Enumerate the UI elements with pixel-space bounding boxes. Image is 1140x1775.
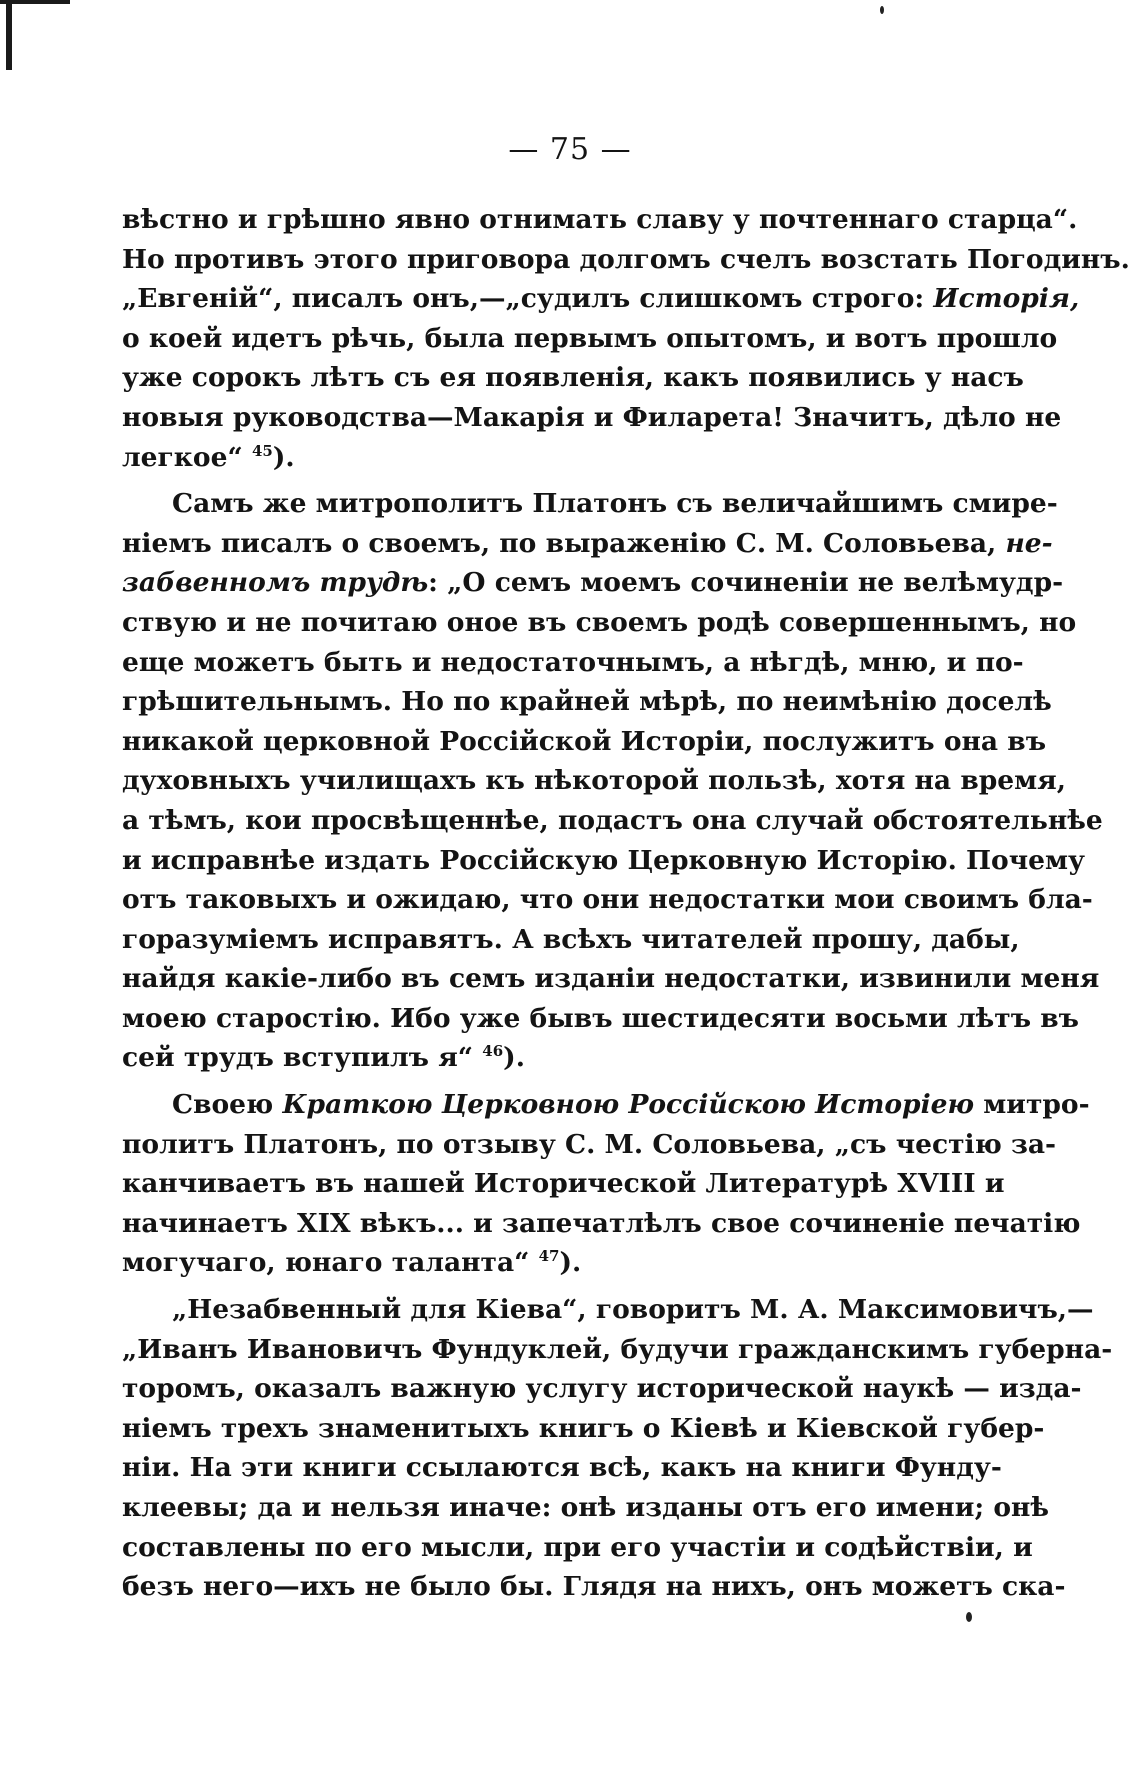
- text-line: [122, 1448, 1002, 1488]
- scan-edge-mark: [6, 0, 12, 70]
- paragraph-gap: [122, 477, 954, 484]
- line-text: составлены по его мысли, при его участіи и содѣйствіи, и: [122, 1531, 1033, 1563]
- line-text: грѣшительнымъ. Но по крайней мѣрѣ, по неимѣнію доселѣ: [122, 686, 1052, 718]
- line-text: горазуміемъ исправятъ. А всѣхъ читателей прошу, дабы,: [122, 923, 1020, 955]
- line-text: ніемъ трехъ знаменитыхъ книгъ о Кіевѣ и Кіевской губер-: [122, 1412, 1045, 1444]
- text-line: [122, 1409, 1045, 1449]
- line-text: еще можетъ быть и недостаточнымъ, а нѣгдѣ, мню, и по-: [122, 646, 1024, 678]
- text-line: [122, 240, 1130, 280]
- text-line: [122, 801, 1103, 841]
- paragraph-gap: [122, 1283, 954, 1290]
- text-line: [122, 1290, 1094, 1330]
- line-text-tail: митро-: [974, 1089, 1090, 1121]
- text-line: [122, 920, 1020, 960]
- italic-text: не-: [1005, 527, 1053, 559]
- text-line: [122, 1125, 1057, 1165]
- paragraph: [122, 1085, 1090, 1283]
- text-line: [122, 319, 1058, 359]
- text-line: [122, 1488, 1050, 1528]
- line-text: „Незабвенный для Кіева“, говоритъ М. А. Максимовичъ,—: [172, 1294, 1094, 1326]
- paragraph: [122, 1290, 1113, 1607]
- text-line: [122, 1330, 1113, 1370]
- text-line: [122, 999, 1079, 1039]
- line-text: о коей идетъ рѣчь, была первымъ опытомъ, и вотъ прошло: [122, 322, 1058, 354]
- page-number: — 75 —: [508, 132, 632, 167]
- text-line: [122, 841, 1085, 881]
- paragraph: [122, 200, 1130, 477]
- text-line: [122, 959, 1100, 999]
- line-text: „Иванъ Ивановичъ Фундуклей, будучи гражданскимъ губерна-: [122, 1333, 1113, 1365]
- text-line: [122, 1085, 1090, 1125]
- line-text: новыя руководства—Макарія и Филарета! Значитъ, дѣло не: [122, 401, 1062, 433]
- line-text: духовныхъ училищахъ къ нѣкоторой пользѣ, хотя на время,: [122, 765, 1066, 797]
- italic-text: забвенномъ трудѣ: [122, 567, 429, 599]
- line-text: уже сорокъ лѣтъ съ ея появленія, какъ появились у насъ: [122, 362, 1024, 394]
- scan-speck: [966, 1612, 972, 1622]
- line-text: а тѣмъ, кои просвѣщеннѣе, подастъ она случай обстоятельнѣе: [122, 804, 1103, 836]
- line-text: отъ таковыхъ и ожидаю, что они недостатки мои своимъ бла-: [122, 884, 1093, 916]
- italic-text: Краткою Церковною Россійскою Исторіею: [282, 1089, 975, 1121]
- text-line: [122, 484, 1058, 524]
- line-text: Самъ же митрополитъ Платонъ съ величайшимъ смире-: [172, 488, 1058, 520]
- text-line: [122, 1369, 1082, 1409]
- line-text: „Евгеній“, писалъ онъ,—„судилъ слишкомъ строго:: [122, 283, 934, 315]
- body-text: [122, 200, 1130, 1607]
- line-text: сей трудъ вступилъ я“: [122, 1042, 483, 1074]
- text-line: [122, 1243, 954, 1283]
- text-line: [122, 524, 1053, 564]
- text-line: [122, 398, 1062, 438]
- line-text-tail: ).: [559, 1247, 582, 1279]
- line-text: клеевы; да и нельзя иначе: онѣ изданы отъ его имени; онѣ: [122, 1492, 1050, 1523]
- text-line: [122, 200, 1078, 240]
- text-line: [122, 1164, 1005, 1204]
- text-line: [122, 761, 1066, 801]
- footnote-reference: 47: [538, 1247, 560, 1266]
- text-line: [122, 880, 1093, 920]
- line-text: Но противъ этого приговора долгомъ счелъ возстать Погодинъ.: [122, 243, 1130, 275]
- footnote-reference: 46: [482, 1042, 504, 1061]
- line-text: никакой церковной Россійской Исторіи, послужитъ она въ: [122, 725, 1047, 757]
- footnote-reference: 45: [251, 441, 273, 460]
- text-line: [122, 563, 1064, 603]
- line-text: ніи. На эти книги ссылаются всѣ, какъ на книги Фунду-: [122, 1452, 1002, 1484]
- line-text-tail: ).: [503, 1042, 525, 1074]
- line-text: безъ него—ихъ не было бы. Глядя на нихъ, онъ можетъ ска-: [122, 1571, 1066, 1603]
- line-text: политъ Платонъ, по отзыву С. М. Соловьева, „съ честію за-: [122, 1128, 1057, 1160]
- text-line: [122, 682, 1052, 722]
- italic-text: Исторія,: [933, 283, 1080, 315]
- text-line: [122, 1038, 954, 1078]
- line-text: канчиваетъ въ нашей Исторической Литературѣ XVIII и: [122, 1168, 1005, 1200]
- line-text: легкое“: [122, 441, 252, 473]
- text-line: [122, 1528, 1033, 1568]
- text-line: [122, 438, 954, 478]
- line-text: найдя какіе-либо въ семъ изданіи недостатки, извинили меня: [122, 963, 1100, 995]
- line-text: Своею: [172, 1089, 283, 1121]
- scan-speck: [880, 6, 884, 14]
- paragraph: [122, 484, 1103, 1078]
- line-text-tail: : „О семъ моемъ сочиненіи не велѣмудр-: [428, 567, 1064, 599]
- text-line: [122, 1204, 1081, 1244]
- text-line: [122, 358, 1024, 398]
- line-text: ніемъ писалъ о своемъ, по выраженію С. М. Соловьева,: [122, 527, 1006, 559]
- text-line: [122, 722, 1047, 762]
- line-text: вѣстно и грѣшно явно отнимать славу у почтеннаго старца“.: [122, 204, 1078, 235]
- paragraph-gap: [122, 1078, 954, 1085]
- line-text: моею старостію. Ибо уже бывъ шестидесяти восьми лѣтъ въ: [122, 1002, 1079, 1034]
- line-text: и исправнѣе издать Россійскую Церковную Исторію. Почему: [122, 844, 1085, 876]
- text-line: [122, 603, 1077, 643]
- line-text: торомъ, оказалъ важную услугу исторической наукѣ — изда-: [122, 1373, 1082, 1405]
- line-text-tail: ).: [272, 441, 295, 473]
- text-line: [122, 643, 1024, 683]
- scan-edge-mark-top: [0, 0, 70, 4]
- text-line: [122, 279, 1080, 319]
- text-line: [122, 1567, 1066, 1607]
- line-text: ствую и не почитаю оное въ своемъ родѣ совершеннымъ, но: [122, 606, 1077, 638]
- line-text: могучаго, юнаго таланта“: [122, 1247, 539, 1279]
- line-text: начинаетъ XIX вѣкъ... и запечатлѣлъ свое сочиненіе печатію: [122, 1207, 1081, 1239]
